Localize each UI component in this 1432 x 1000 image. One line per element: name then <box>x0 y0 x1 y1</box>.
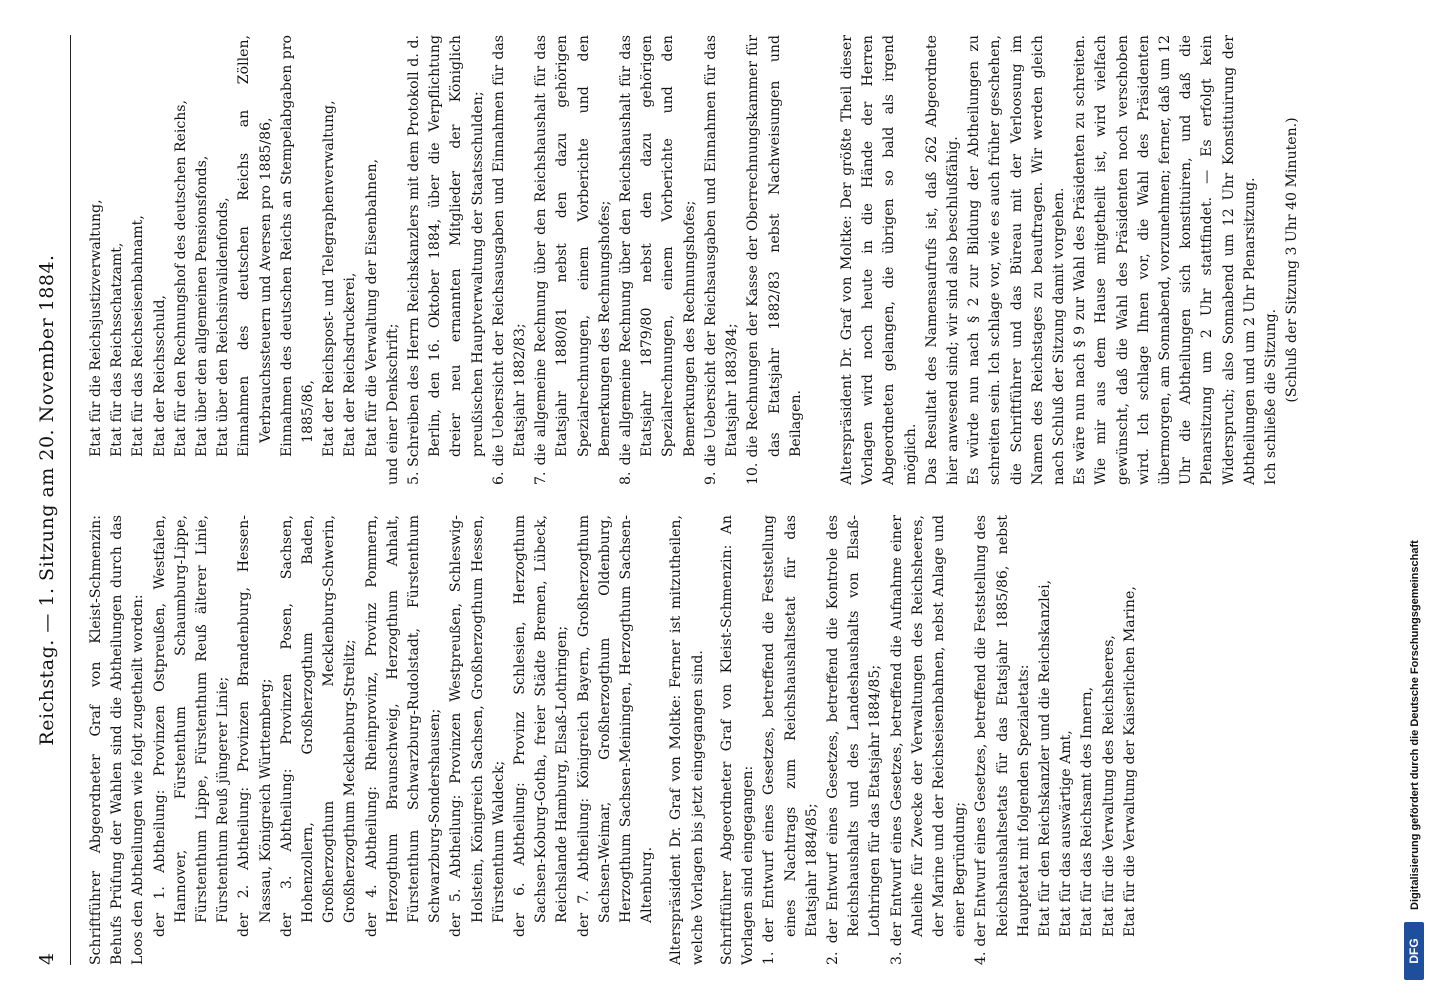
list-item: 8. die allgemeine Rechnung über den Reichshaushalt für das Etatsjahr 1879/80 nebst den dazu gehörigen Spezialrechnungen, einem Vorberichte und den Bemerkungen des Rechnungshofes; <box>618 35 698 485</box>
list-item: Etat für das Reichsamt des Innern, <box>1079 686 1096 937</box>
running-title: Reichstag. — 1. Sitzung am 20. November 1884. <box>36 254 58 746</box>
list-item: der 4. Abtheilung: Rheinprovinz, Provinz Pommern, Herzogthum Braunschweig, Herzogthum Anhalt, Fürstenthum Schwarzburg-Rudolstadt, Fürstenthum Schwarzburg-Sondershausen; <box>363 515 444 937</box>
page-number: 4 <box>36 952 58 965</box>
list-item: der 5. Abtheilung: Provinzen Westpreußen, Schleswig-Holstein, Königreich Sachsen, Großherzogthum Hessen, Fürstenthum Waldeck; <box>448 515 507 937</box>
paragraph: Ich schließe die Sitzung. <box>1262 308 1279 485</box>
list-item: Etat für das Reichsschatzamt, <box>109 242 126 457</box>
paragraph: Es wäre nun nach § 9 zur Wahl des Präsidenten zu schreiten. Wie mir aus dem Hause mitgetheilt ist, wird vielfach gewünscht, daß die Wahl des Präsidenten noch verschoben wird. Ich schlage Ihnen vor, die Wahl des Präsidenten übermorgen, am Sonnabend, vorzunehmen; ferner, daß um 12 Uhr die Abtheilungen sich konstituiren, und daß die Plenarsitzung um 2 Uhr stattfindet. — Es erfolgt kein Widerspruch; also Sonnabend um 12 Uhr Konstituirung der Abtheilungen und um 2 Uhr Plenarsitzung. <box>1072 35 1258 485</box>
list-item: 3. der Entwurf eines Gesetzes, betreffend die Aufnahme einer Anleihe für Zwecke der Verwaltungen des Reichsheeres, der Marine und der Reichseisenbahnen, nebst Anlage und einer Begründung; <box>888 515 969 965</box>
list-item: 9. die Uebersicht der Reichsausgaben und Einnahmen für das Etatsjahr 1883/84; <box>702 35 741 485</box>
list-item: Etat der Reichspost- und Telegraphenverwaltung, <box>321 100 338 457</box>
list-item: 5. Schreiben des Herrn Reichskanzlers mit dem Protokoll d. d. Berlin, den 16. Oktober 1884, über die Verpflichtung dreier neu ernannten Mitglieder der Königlich preußischen Hauptverwaltung der Staatsschulden; <box>406 35 486 485</box>
list-item: der 2. Abtheilung: Provinzen Brandenburg, Hessen-Nassau, Königreich Württemberg; <box>236 515 274 937</box>
left-column <box>86 515 1138 965</box>
paragraph: Alterspräsident Dr. Graf von Moltke: Der größte Theil dieser Vorlagen wird noch heute in die Hände der Herren Abgeordneten gelangen, die übrigen so bald als irgend möglich. <box>838 35 919 485</box>
list-item: Etat für die Verwaltung der Kaiserlichen Marine, <box>1121 586 1138 937</box>
page-header <box>30 35 71 965</box>
list-item: der 7. Abtheilung: Königreich Bayern, Großherzogthum Sachsen-Weimar, Großherzogthum Oldenburg, Herzogthum Sachsen-Meiningen, Herzogthum Sachsen-Altenburg. <box>575 515 656 937</box>
list-item: 6. die Uebersicht der Reichsausgaben und Einnahmen für das Etatsjahr 1882/83; <box>490 35 529 485</box>
right-column <box>86 35 1301 485</box>
paragraph: Es würde nun nach § 2 zur Bildung der Abtheilungen zu schreiten sein. Ich schlage vor, wie es auch früher geschehen, die Schriftführer und das Büreau mit der Verloosung im Namen des Reichstages zu beauftragen. Wir werden gleich nach Schluß der Sitzung damit vorgehen. <box>966 35 1067 485</box>
list-item: Etat für das Reichseisenbahnamt, <box>130 215 147 457</box>
list-item: Etat für den Rechnungshof des deutschen Reichs, <box>172 99 189 457</box>
list-item: 1. der Entwurf eines Gesetzes, betreffend die Feststellung eines Nachtrags zum Reichshaushaltsetat für das Etatsjahr 1884/85; <box>761 515 820 965</box>
list-item: Etat für das auswärtige Amt, <box>1058 730 1075 937</box>
paragraph: Alterspräsident Dr. Graf von Moltke: Ferner ist mitzutheilen, welche Vorlagen bis jetzt eingegangen sind. <box>668 515 706 965</box>
list-item: Etat der Reichsdruckerei, <box>342 272 359 457</box>
list-item: Etat über den Reichsinvalidenfonds, <box>215 197 232 457</box>
list-item: Etat der Reichsschuld, <box>151 294 168 457</box>
dfg-logo: DFG <box>1404 922 1424 980</box>
list-item: der 3. Abtheilung: Provinzen Posen, Sachsen, Hohenzollern, Großherzogthum Baden, Großherzogthum Mecklenburg-Schwerin, Großherzogthum Mecklenburg-Strelitz; <box>278 515 359 937</box>
closing-note: (Schluß der Sitzung 3 Uhr 40 Minuten.) <box>1284 117 1301 403</box>
list-item: Etat über den allgemeinen Pensionsfonds, <box>194 155 211 457</box>
list-item: 2. der Entwurf eines Gesetzes, betreffend die Kontrole des Reichshaushalts und des Landeshaushalts von Elsaß-Lothringen für das Etatsjahr 1884/85; <box>824 515 884 965</box>
list-item: 7. die allgemeine Rechnung über den Reichshaushalt für das Etatsjahr 1880/81 nebst den dazu gehörigen Spezialrechnungen, einem Vorberichte und den Bemerkungen des Rechnungshofes; <box>533 35 613 485</box>
paragraph: Das Resultat des Namensaufrufs ist, daß 262 Abgeordnete hier anwesend sind; wir sind also beschlußfähig. <box>923 35 961 485</box>
list-item: Etat für die Verwaltung des Reichsheeres, <box>1100 635 1117 937</box>
list-item: 10. die Rechnungen der Kasse der Oberrechnungskammer für das Etatsjahr 1882/83 nebst Nachweisungen und Beilagen. <box>745 35 804 485</box>
list-item: der 6. Abtheilung: Provinz Schlesien, Herzogthum Sachsen-Koburg-Gotha, freier Städte Bremen, Lübeck, Reichslande Hamburg, Elsaß-Lothringen; <box>512 515 571 937</box>
list-item: Einnahmen des deutschen Reichs an Zöllen, Verbrauchssteuern und Aversen pro 1885/86, <box>236 35 274 457</box>
paragraph: Schriftführer Abgeordneter Graf von Kleist-Schmenzin: Behufs Prüfung der Wahlen sind die Abtheilungen durch das Loos den Abtheilungen wie folgt zugetheilt worden: <box>88 515 147 965</box>
list-item: Etat für den Reichskanzler und die Reichskanzlei, <box>1036 579 1053 937</box>
list-item: Einnahmen des deutschen Reichs an Stempelabgaben pro 1885/86, <box>278 35 317 457</box>
list-item: 4. der Entwurf eines Gesetzes, betreffend die Feststellung des Reichshaushaltsetats für das Etatsjahr 1885/86, nebst Hauptetat mit folgenden Spezialetats: <box>973 515 1032 965</box>
list-item: und einer Denkschrift; <box>384 323 401 485</box>
paragraph: Schriftführer Abgeordneter Graf von Kleist-Schmenzin: An Vorlagen sind eingegangen: <box>718 515 757 965</box>
digitization-credit: Digitalisierung gefördert durch die Deutsche Forschungsgemeinschaft <box>1409 540 1421 910</box>
list-item: Etat für die Reichsjustizverwaltung, <box>88 199 104 457</box>
list-item: der 1. Abtheilung: Provinzen Ostpreußen, Westfalen, Hannover, Fürstenthum Schaumburg-Lippe, Fürstenthum Lippe, Fürstenthum Reuß älterer Linie, Fürstenthum Reuß jüngerer Linie; <box>151 515 232 937</box>
list-item: Etat für die Verwaltung der Eisenbahnen, <box>363 158 380 457</box>
